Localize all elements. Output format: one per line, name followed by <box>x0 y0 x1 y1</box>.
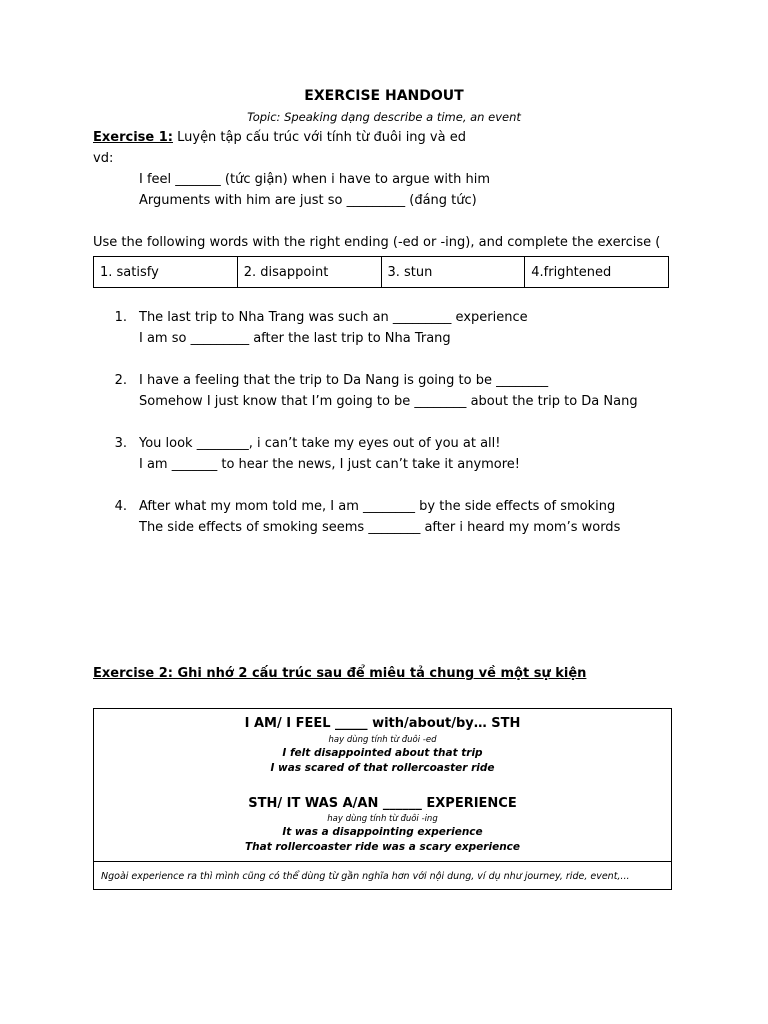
structure1-example: I was scared of that rollercoaster ride <box>270 762 495 774</box>
word-table <box>93 256 669 288</box>
structure-box <box>93 708 672 890</box>
question-number: 1. <box>114 310 127 325</box>
word-cell: 3. stun <box>381 257 525 288</box>
question-line: The side effects of smoking seems ________ after i heard my mom’s words <box>139 520 621 535</box>
exercise2-heading: Exercise 2: Ghi nhớ 2 cấu trúc sau để miêu tả chung về một sự kiện <box>93 666 587 681</box>
structure1-title: I AM/ I FEEL _____ with/about/by… STH <box>244 716 521 731</box>
exercise1-heading: Exercise 1: <box>93 130 173 145</box>
question-line: Somehow I just know that I’m going to be ________ about the trip to Da Nang <box>139 394 638 409</box>
question-number: 2. <box>114 373 127 388</box>
example-line: Arguments with him are just so _________ (đáng tức) <box>139 193 477 208</box>
question-number: 4. <box>114 499 127 514</box>
question-line: I am _______ to hear the news, I just can’t take it anymore! <box>139 457 521 472</box>
structure2-example: It was a disappointing experience <box>282 826 483 838</box>
box-divider <box>94 861 671 862</box>
question-line: I have a feeling that the trip to Da Nang is going to be ________ <box>139 373 549 388</box>
structure2-title: STH/ IT WAS A/AN ______ EXPERIENCE <box>248 796 517 811</box>
question-line: You look ________, i can’t take my eyes out of you at all! <box>139 436 501 451</box>
question-line: I am so _________ after the last trip to Nha Trang <box>139 331 451 346</box>
word-cell: 1. satisfy <box>94 257 238 288</box>
question-line: After what my mom told me, I am ________ by the side effects of smoking <box>139 499 616 514</box>
structure1-hint: hay dùng tính từ đuôi -ed <box>328 735 437 745</box>
word-cell: 2. disappoint <box>237 257 381 288</box>
structure-note: Ngoài experience ra thì mình cũng có thể dùng từ gần nghĩa hơn với nội dung, ví dụ như journey, ride, event,... <box>101 871 630 882</box>
word-cell: 4.frightened <box>525 257 669 288</box>
exercise1-description: Luyện tập cấu trúc với tính từ đuôi ing và ed <box>172 130 466 145</box>
handout-title: EXERCISE HANDOUT <box>304 88 464 104</box>
vd-label: vd: <box>93 151 114 166</box>
example-line: I feel _______ (tức giận) when i have to argue with him <box>139 172 491 187</box>
word-table-row <box>94 257 669 288</box>
structure2-hint: hay dùng tính từ đuôi -ing <box>327 814 438 824</box>
exercise1-instruction: Use the following words with the right ending (-ed or -ing), and complete the exercise ( <box>93 235 661 250</box>
structure2-example: That rollercoaster ride was a scary experience <box>244 841 521 853</box>
structure1-example: I felt disappointed about that trip <box>282 747 483 759</box>
question-number: 3. <box>114 436 127 451</box>
exercise1-heading-line <box>93 130 466 146</box>
question-line: The last trip to Nha Trang was such an _________ experience <box>139 310 528 325</box>
handout-topic: Topic: Speaking dạng describe a time, an event <box>247 110 521 124</box>
